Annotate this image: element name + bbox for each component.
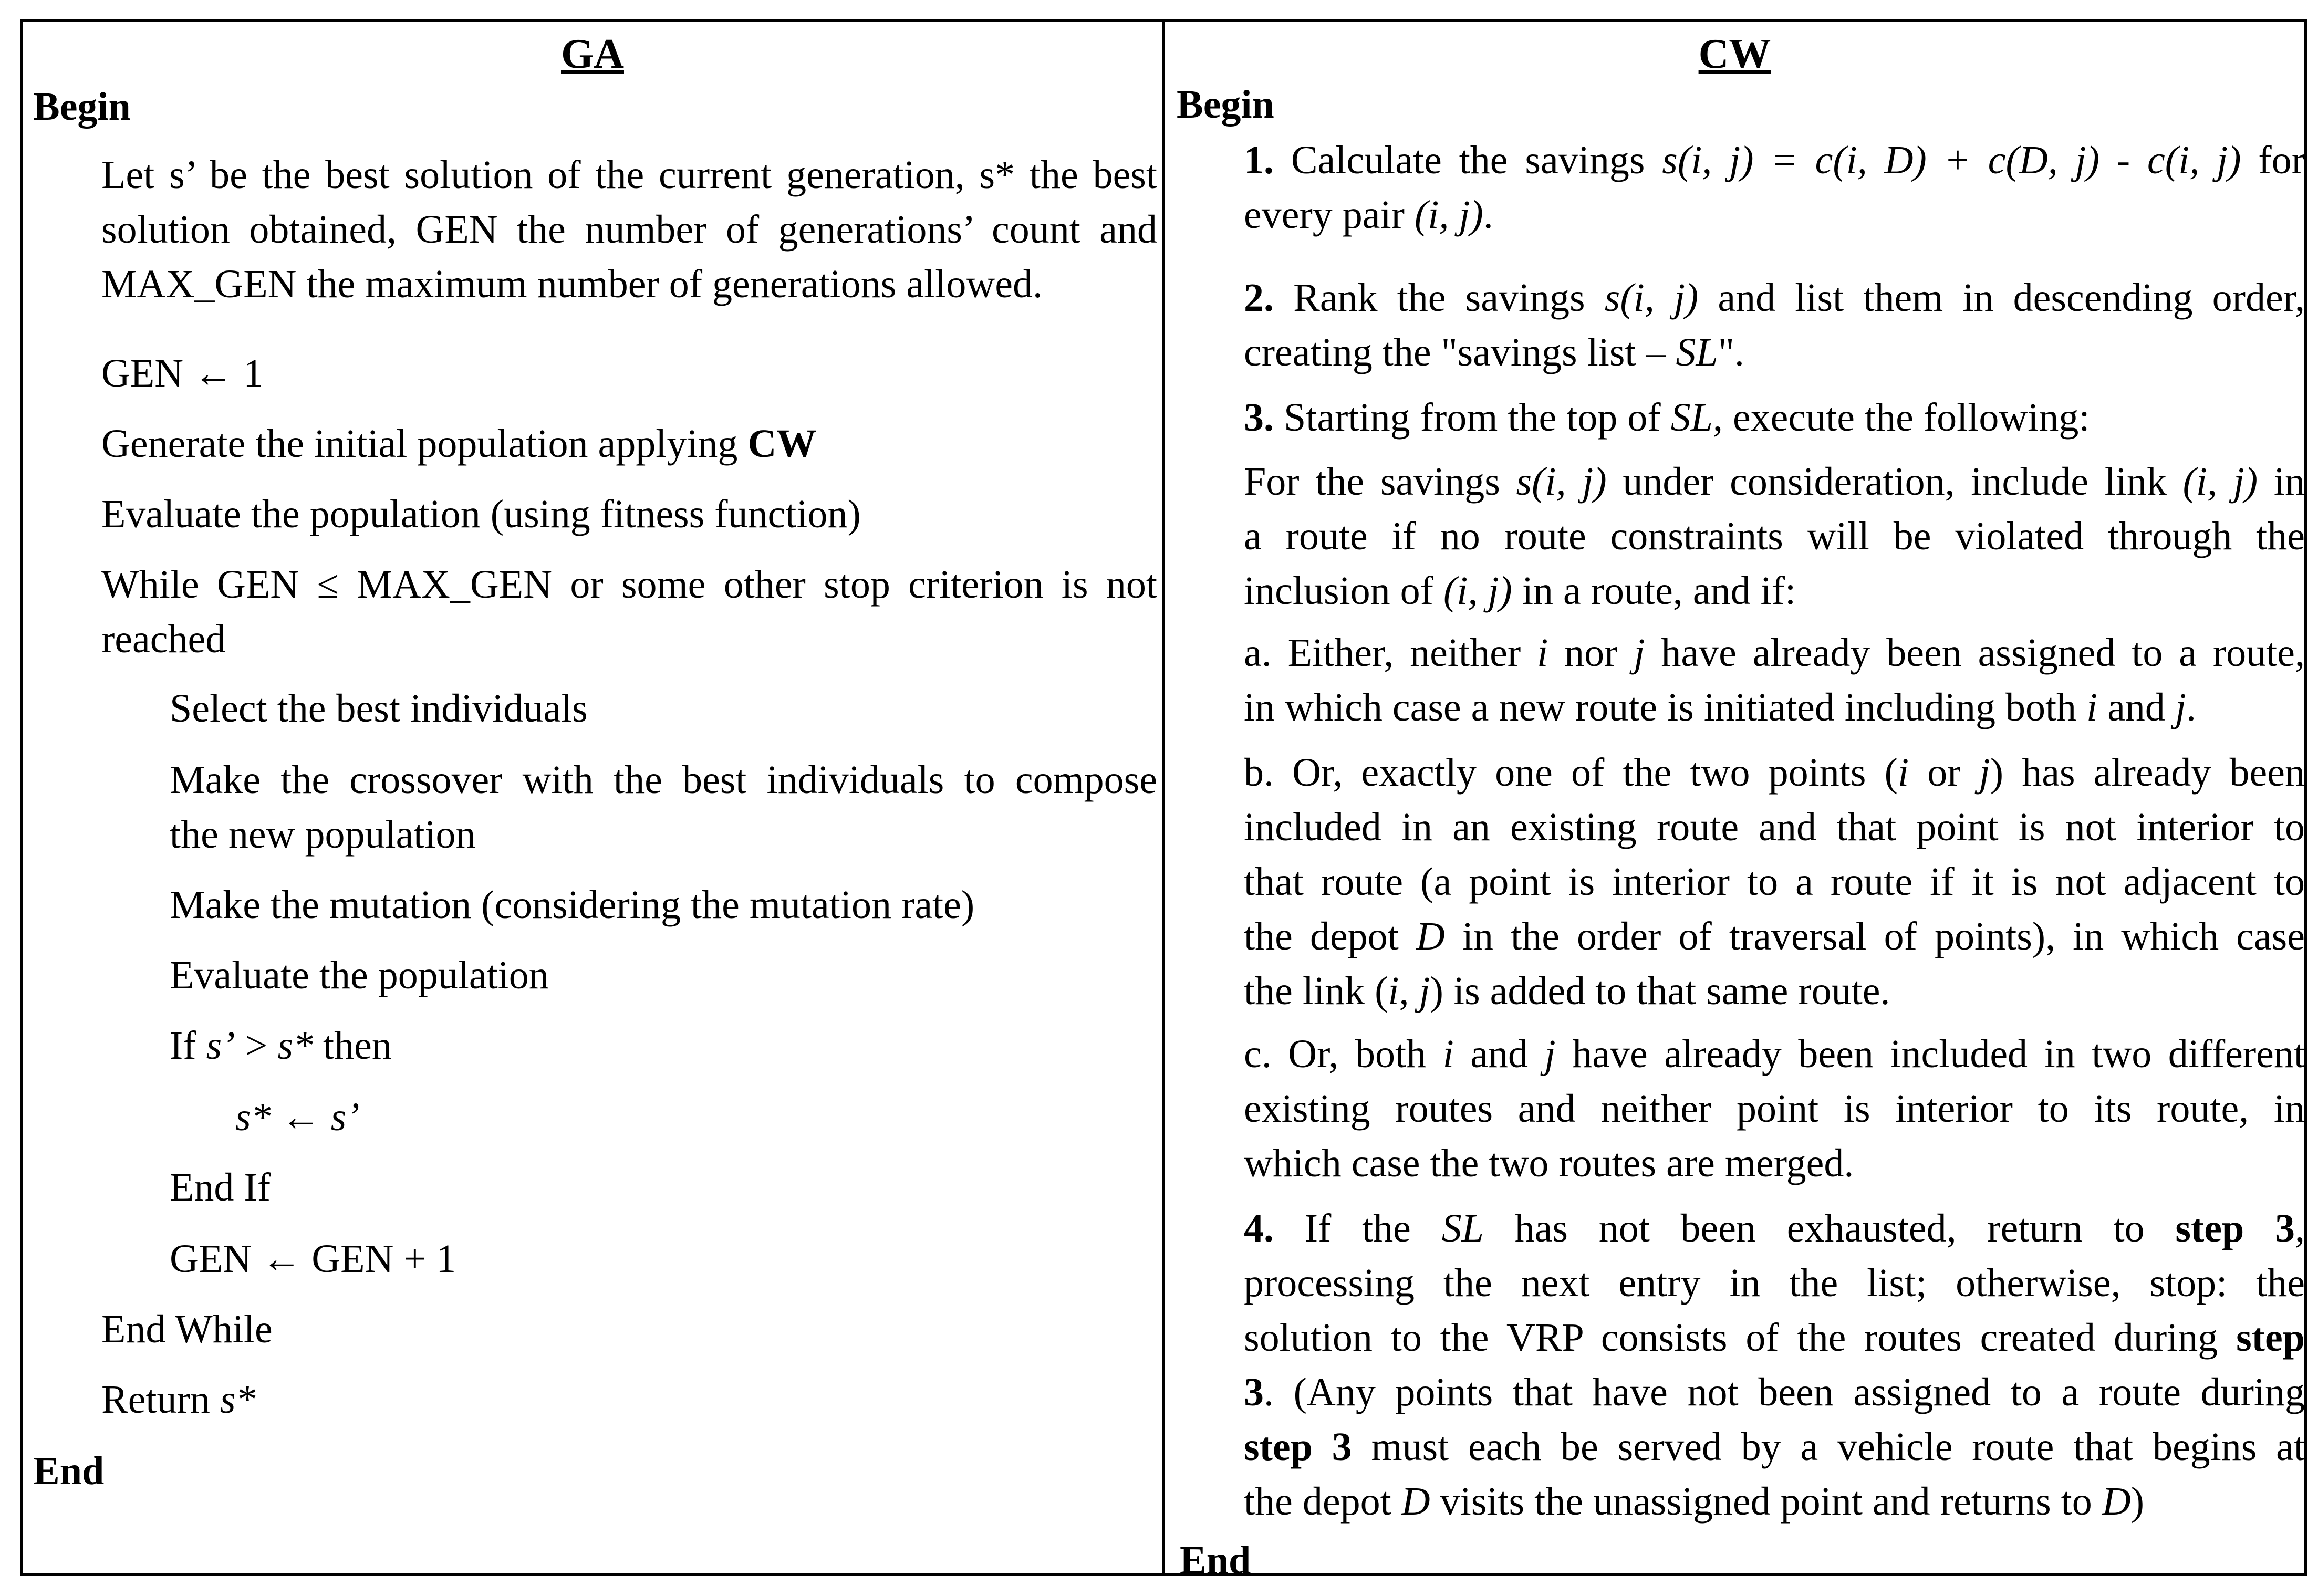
cw-step-1-text: .: [1483, 193, 1493, 237]
cw-for-line: [1244, 564, 2305, 618]
cw-step-3-num: 3.: [1244, 395, 1274, 440]
cw-step-2-line: [1244, 325, 2305, 380]
cw-for-text: under consideration, include link: [1606, 460, 2183, 504]
cw-step-1-text: Calculate the savings: [1274, 138, 1662, 182]
cw-step-ref: step 3: [1244, 1425, 1352, 1469]
cw-case-b-text: ,: [1399, 969, 1419, 1013]
cw-case-a-text: nor: [1548, 631, 1634, 675]
cw-step-4-text: ,: [2295, 1206, 2305, 1250]
cw-step-4-text: solution to the VRP consists of the routes created during: [1244, 1316, 2237, 1360]
cw-step-4-line: [1244, 1201, 2305, 1256]
cw-case-a: [1244, 625, 2305, 735]
ga-evaluate: Evaluate the population: [170, 953, 549, 997]
cw-step-1-text: every pair: [1244, 193, 1415, 237]
cw-case-a-text: a. Either, neither: [1244, 631, 1537, 675]
ga-assign-text: s* ← s’: [235, 1095, 360, 1139]
ga-intro: [101, 148, 1157, 311]
cw-step-1-text: for: [2241, 138, 2305, 182]
cw-case-b-text: or: [1909, 750, 1979, 795]
ga-return: [101, 1372, 255, 1427]
ga-generate-text: Generate the initial population applying: [101, 422, 748, 466]
ga-if-s1: s’: [206, 1024, 235, 1068]
cw-var-i: i: [2086, 685, 2098, 729]
cw-step-4-text: If the: [1274, 1206, 1442, 1250]
cw-case-c-line: [1244, 1027, 2305, 1081]
cw-step-4-text: ): [2130, 1479, 2144, 1524]
cw-step-4-line: [1244, 1474, 2305, 1529]
ga-while-line: reached: [101, 617, 226, 661]
ga-while-line: While GEN ≤ MAX_GEN or some other stop criterion is not: [101, 562, 1157, 607]
cw-var-j: j: [1979, 750, 1990, 795]
cw-step-4: [1244, 1201, 2305, 1529]
cw-for-text: in a route, and if:: [1512, 569, 1796, 613]
cw-step-ref: 3: [1244, 1370, 1264, 1414]
cw-case-c-text: c. Or, both: [1244, 1032, 1443, 1076]
cw-for-text: For the savings: [1244, 460, 1516, 504]
cw-var-j: j: [1544, 1032, 1556, 1076]
cw-pair: (i, j): [1414, 193, 1483, 237]
cw-case-b-line: that route (a point is interior to a route if it is not adjacent to: [1244, 860, 2305, 904]
cw-sl: SL: [1441, 1206, 1484, 1250]
cw-var-j: j: [1634, 631, 1645, 675]
cw-step-3: [1244, 390, 2090, 445]
cw-step-4-line: [1244, 1310, 2305, 1365]
ga-column: [23, 22, 1165, 1573]
cw-savings: s(i, j): [1604, 276, 1699, 320]
cw-for-line: a route if no route constraints will be violated through the: [1244, 514, 2305, 558]
ga-intro-line: MAX_GEN the maximum number of generations allowed.: [101, 262, 1043, 306]
algorithm-table: [20, 19, 2307, 1582]
cw-case-b-line: [1244, 745, 2305, 800]
ga-if: [170, 1018, 392, 1073]
cw-case-b-line: [1244, 964, 2305, 1018]
cw-for-line: [1244, 454, 2305, 509]
cw-depot: D: [1416, 914, 1445, 958]
ga-generate-cw: CW: [747, 422, 817, 466]
cw-case-a-text: have already been assigned to a route,: [1645, 631, 2305, 675]
cw-case-b-text: ) has already been: [1990, 750, 2305, 795]
ga-mutation: Make the mutation (considering the mutation rate): [170, 883, 975, 927]
ga-return-kw: Return: [101, 1378, 220, 1422]
cw-for-text: inclusion of: [1244, 569, 1443, 613]
cw-savings-formula: s(i, j) = c(i, D) + c(D, j) - c(i, j): [1662, 138, 2241, 182]
ga-intro-line: Let s’ be the best solution of the current generation, s* the best: [101, 153, 1157, 197]
cw-var-j: j: [1419, 969, 1430, 1013]
cw-case-c-line: existing routes and neither point is interior to its route, in: [1244, 1087, 2305, 1131]
ga-title: GA: [561, 31, 624, 77]
cw-for-savings: [1244, 454, 2305, 618]
cw-sl: SL: [1670, 395, 1713, 440]
cw-begin: Begin: [1177, 82, 1274, 127]
cw-depot: D: [1401, 1479, 1430, 1524]
ga-assign: [235, 1090, 359, 1144]
cw-step-2-text: ".: [1718, 330, 1744, 374]
cw-step-4-text: the depot: [1244, 1479, 1401, 1524]
cw-step-ref: step 3: [2175, 1206, 2295, 1250]
ga-evaluate-fitness: Evaluate the population (using fitness function): [101, 492, 861, 536]
cw-link: (i, j): [1443, 569, 1512, 613]
cw-step-4-line: processing the next entry in the list; otherwise, stop: the: [1244, 1261, 2305, 1305]
cw-step-2: [1244, 270, 2305, 380]
cw-case-b-text: b. Or, exactly one of the two points (: [1244, 750, 1898, 795]
ga-intro-line: solution obtained, GEN the number of generations’ count and: [101, 207, 1157, 252]
cw-title: CW: [1698, 31, 1771, 77]
cw-step-2-text: and list them in descending order,: [1698, 276, 2305, 320]
cw-step-1-num: 1.: [1244, 138, 1274, 182]
cw-case-c-line: which case the two routes are merged.: [1244, 1141, 1854, 1185]
cw-step-4-text: must each be served by a vehicle route that begins at: [1352, 1425, 2305, 1469]
ga-gen-inc: GEN ← GEN + 1: [170, 1237, 456, 1281]
cw-step-4-text: visits the unassigned point and returns to: [1430, 1479, 2102, 1524]
cw-case-a-line: [1244, 680, 2305, 735]
ga-if-kw: If: [170, 1024, 206, 1068]
cw-var-i: i: [1897, 750, 1909, 795]
cw-step-3-text: Starting from the top of: [1274, 395, 1671, 440]
cw-for-text: in: [2258, 460, 2305, 504]
ga-generate-population: [101, 416, 816, 471]
cw-sl: SL: [1676, 330, 1718, 374]
cw-link: (i, j): [2182, 460, 2258, 504]
cw-step-1-line: [1244, 133, 2305, 187]
ga-crossover-line: Make the crossover with the best individuals to compose: [170, 758, 1157, 802]
ga-select: Select the best individuals: [170, 686, 588, 731]
cw-step-2-num: 2.: [1244, 276, 1274, 320]
cw-step-ref: step: [2236, 1316, 2305, 1360]
cw-case-b-text: ) is added to that same route.: [1430, 969, 1890, 1013]
cw-case-b-text: in the order of traversal of points), in which case: [1444, 914, 2305, 958]
cw-step-1: [1244, 133, 2305, 242]
ga-gen-init: GEN ← 1: [101, 351, 264, 395]
cw-step-4-line: [1244, 1365, 2305, 1420]
cw-case-c-text: have already been included in two different: [1555, 1032, 2305, 1076]
cw-case-b-line: [1244, 909, 2305, 964]
ga-crossover: [170, 753, 1157, 862]
cw-savings: s(i, j): [1516, 460, 1607, 504]
cw-step-2-text: creating the "savings list –: [1244, 330, 1676, 374]
cw-case-c-text: and: [1453, 1032, 1545, 1076]
cw-var-j: j: [2175, 685, 2187, 729]
ga-if-s2: s*: [277, 1024, 313, 1068]
ga-while: [101, 557, 1157, 666]
ga-if-gt: >: [235, 1024, 278, 1068]
ga-return-var: s*: [220, 1378, 256, 1422]
cw-case-b-line: included in an existing route and that point is not interior to: [1244, 805, 2305, 849]
cw-step-2-line: [1244, 270, 2305, 325]
cw-step-1-line: [1244, 187, 2305, 242]
ga-if-then: then: [313, 1024, 392, 1068]
cw-var-i: i: [1442, 1032, 1454, 1076]
cw-case-b: [1244, 745, 2305, 1018]
cw-step-4-num: 4.: [1244, 1206, 1274, 1250]
cw-case-b-text: the link (: [1244, 969, 1388, 1013]
cw-step-3-text: , execute the following:: [1712, 395, 2090, 440]
cw-var-i: i: [1388, 969, 1399, 1013]
ga-begin: Begin: [33, 85, 131, 129]
cw-case-a-text: .: [2186, 685, 2197, 729]
cw-case-a-line: [1244, 625, 2305, 680]
ga-end: End: [33, 1449, 105, 1493]
cw-depot: D: [2102, 1479, 2131, 1524]
ga-crossover-line: the new population: [170, 812, 476, 857]
cw-step-4-line: [1244, 1420, 2305, 1474]
ga-end-if: End If: [170, 1165, 271, 1209]
cw-case-b-text: the depot: [1244, 914, 1416, 958]
cw-step-4-text: . (Any points that have not been assigned to a route during: [1264, 1370, 2305, 1414]
cw-step-4-text: has not been exhausted, return to: [1483, 1206, 2176, 1250]
cw-end: End: [1180, 1538, 1251, 1582]
cw-var-i: i: [1537, 631, 1548, 675]
cw-case-a-text: in which case a new route is initiated including both: [1244, 685, 2087, 729]
cw-column: [1165, 22, 2305, 1582]
cw-step-2-text: Rank the savings: [1274, 276, 1605, 320]
cw-case-c: [1244, 1027, 2305, 1191]
ga-end-while: End While: [101, 1307, 273, 1351]
cw-case-a-text: and: [2097, 685, 2175, 729]
